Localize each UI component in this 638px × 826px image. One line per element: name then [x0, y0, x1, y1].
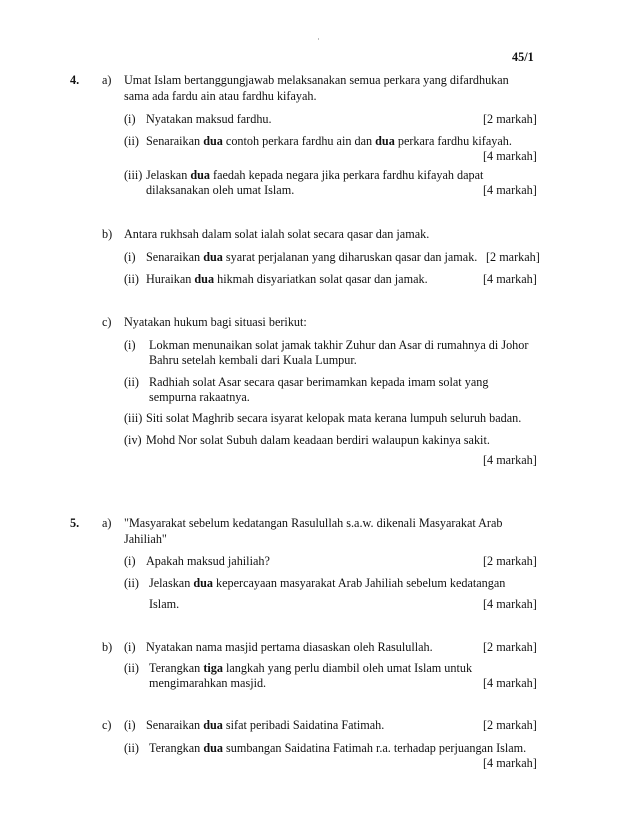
marks-label: [4 markah] [483, 756, 537, 770]
marks-label: [4 markah] [483, 272, 537, 286]
q4a-stem-line2: sama ada fardu ain atau fardhu kifayah. [124, 89, 317, 103]
subpart-label: (iii) [124, 168, 143, 182]
q4a-iii-text: Jelaskan dua faedah kepada negara jika perkara fardhu kifayah dapat [146, 168, 484, 182]
subpart-label: (ii) [124, 272, 139, 286]
q5b-ii-text: Terangkan tiga langkah yang perlu diambil oleh umat Islam untuk [149, 661, 473, 675]
marks-label: [4 markah] [483, 597, 537, 611]
q4a-i-text: Nyatakan maksud fardhu. [146, 112, 272, 126]
subpart-label: (iv) [124, 433, 142, 447]
subpart-label: (ii) [124, 741, 139, 755]
q4c-iv-text: Mohd Nor solat Subuh dalam keadaan berdiri walaupun kakinya sakit. [146, 433, 490, 447]
scan-mark [318, 38, 319, 40]
marks-label: [2 markah] [483, 718, 537, 732]
question-number-4: 4. [70, 73, 80, 87]
q4c-stem: Nyatakan hukum bagi situasi berikut: [124, 315, 307, 329]
marks-label: [2 markah] [486, 250, 540, 264]
q5c-i-text: Senaraikan dua sifat peribadi Saidatina Fatimah. [146, 718, 385, 732]
q4c-ii-line2: sempurna rakaatnya. [149, 390, 250, 404]
marks-label: [2 markah] [483, 640, 537, 654]
q5b-ii-line2: mengimarahkan masjid. [149, 676, 267, 690]
marks-label: [4 markah] [483, 676, 537, 690]
q4b-i-text: Senaraikan dua syarat perjalanan yang diharuskan qasar dan jamak. [146, 250, 478, 264]
marks-label: [4 markah] [483, 183, 537, 197]
part-label-4a: a) [102, 73, 112, 87]
subpart-label: (iii) [124, 411, 143, 425]
subpart-label: (ii) [124, 576, 139, 590]
question-number-5: 5. [70, 516, 80, 530]
part-label-5b: b) [102, 640, 113, 654]
part-label-5c: c) [102, 718, 112, 732]
subpart-label: (i) [124, 250, 136, 264]
q5b-i-text: Nyatakan nama masjid pertama diasaskan oleh Rasulullah. [146, 640, 433, 654]
q4b-ii-text: Huraikan dua hikmah disyariatkan solat qasar dan jamak. [146, 272, 428, 286]
q5a-ii-text: Jelaskan dua kepercayaan masyarakat Arab Jahiliah sebelum kedatangan [149, 576, 506, 590]
marks-label: [2 markah] [483, 554, 537, 568]
subpart-label: (i) [124, 554, 136, 568]
q4c-ii-text: Radhiah solat Asar secara qasar berimamkan kepada imam solat yang [149, 375, 489, 389]
marks-label: [4 markah] [483, 149, 537, 163]
subpart-label: (i) [124, 640, 136, 654]
part-label-4c: c) [102, 315, 112, 329]
q4a-stem-line1: Umat Islam bertanggungjawab melaksanakan semua perkara yang difardhukan [124, 73, 509, 87]
q4a-iii-line2: dilaksanakan oleh umat Islam. [146, 183, 295, 197]
q4b-stem: Antara rukhsah dalam solat ialah solat secara qasar dan jamak. [124, 227, 430, 241]
q4a-ii-text: Senaraikan dua contoh perkara fardhu ain dan dua perkara fardhu kifayah. [146, 134, 512, 148]
subpart-label: (ii) [124, 375, 139, 389]
subpart-label: (i) [124, 338, 136, 352]
q5c-ii-text: Terangkan dua sumbangan Saidatina Fatimah r.a. terhadap perjuangan Islam. [149, 741, 527, 755]
q5a-stem-line1: "Masyarakat sebelum kedatangan Rasulullah s.a.w. dikenali Masyarakat Arab [124, 516, 503, 530]
q5a-i-text: Apakah maksud jahiliah? [146, 554, 270, 568]
part-label-5a: a) [102, 516, 112, 530]
paper-code: 45/1 [512, 50, 534, 64]
q5a-ii-line2: Islam. [149, 597, 180, 611]
q4c-iii-text: Siti solat Maghrib secara isyarat kelopak mata kerana lumpuh seluruh badan. [146, 411, 522, 425]
subpart-label: (i) [124, 718, 136, 732]
q4c-i-line2: Bahru setelah kembali dari Kuala Lumpur. [149, 353, 357, 367]
q4c-i-text: Lokman menunaikan solat jamak takhir Zuhur dan Asar di rumahnya di Johor [149, 338, 529, 352]
marks-label: [4 markah] [483, 453, 537, 467]
subpart-label: (ii) [124, 134, 139, 148]
subpart-label: (ii) [124, 661, 139, 675]
subpart-label: (i) [124, 112, 136, 126]
q5a-stem-line2: Jahiliah" [124, 532, 167, 546]
marks-label: [2 markah] [483, 112, 537, 126]
part-label-4b: b) [102, 227, 113, 241]
